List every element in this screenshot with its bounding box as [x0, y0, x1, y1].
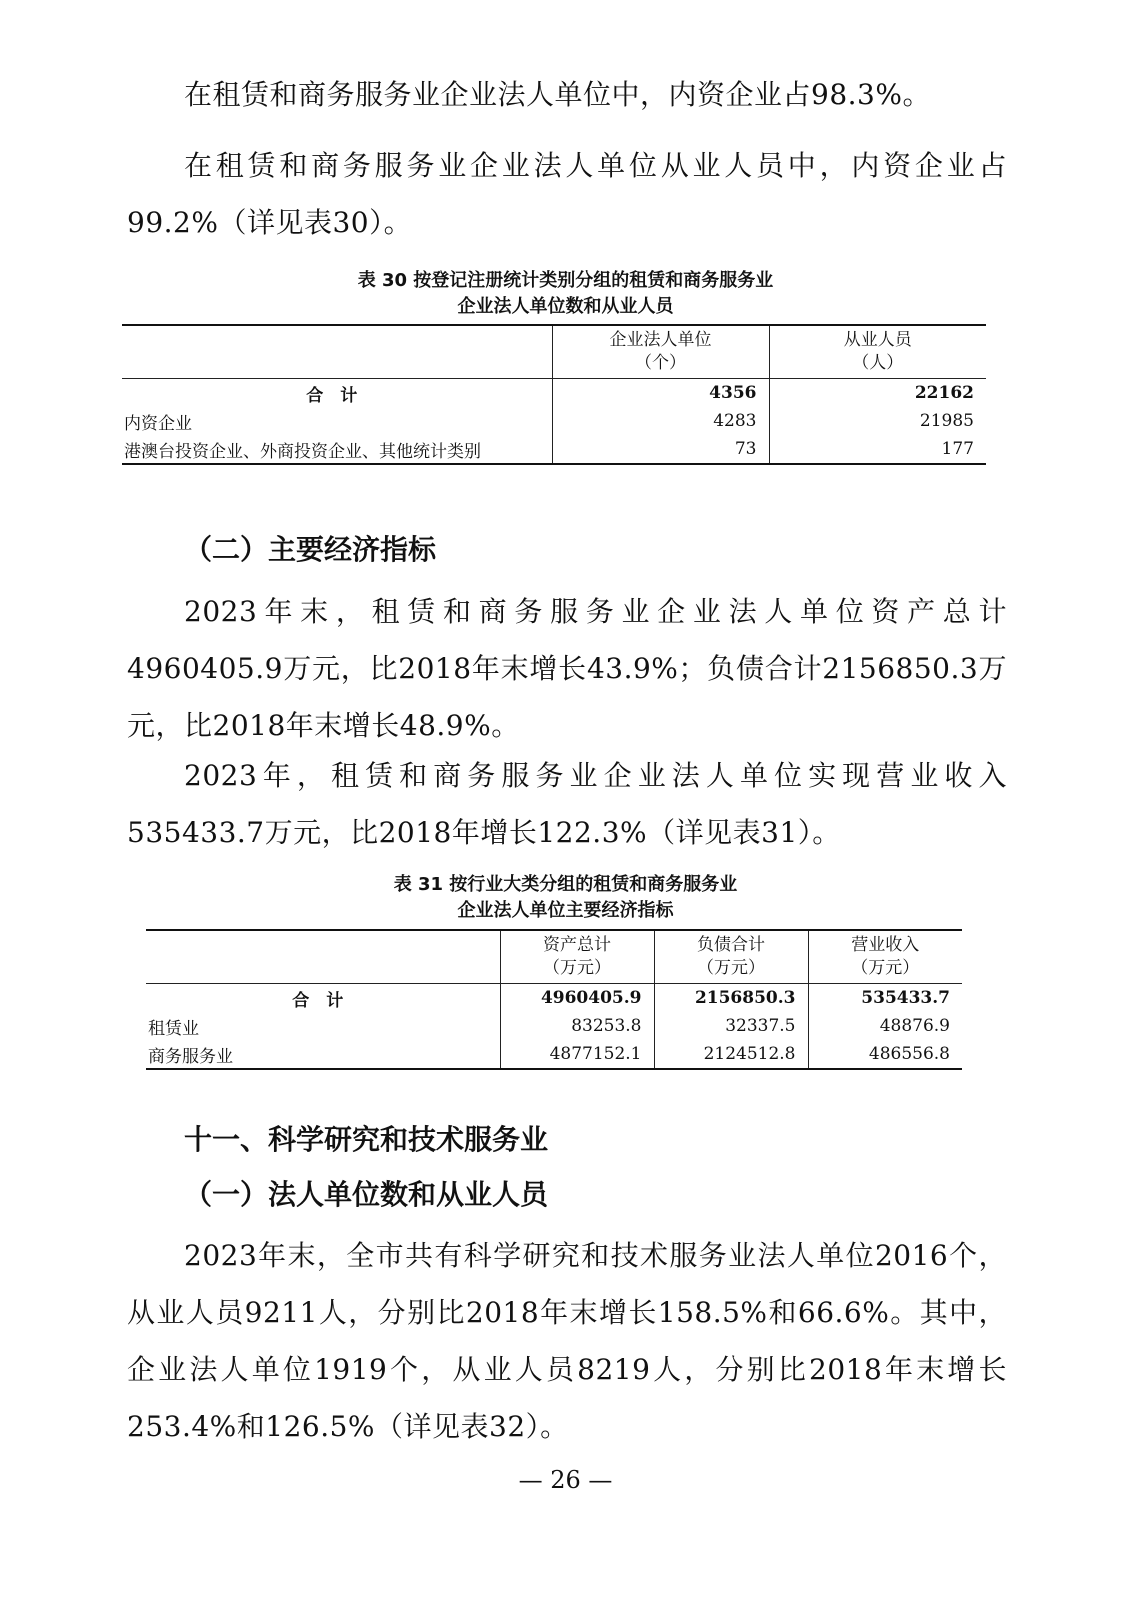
table30 — [122, 324, 986, 465]
row-label: 合 计 — [306, 385, 358, 406]
table-row — [146, 1040, 962, 1069]
cell-value: 486556.8 — [808, 1040, 962, 1069]
paragraph-domestic-units: 在租赁和商务服务业企业法人单位中，内资企业占98.3%。 — [184, 78, 931, 111]
table31-header-blank — [146, 930, 500, 984]
cell-value: 4283 — [552, 407, 769, 435]
table31-header-row — [146, 930, 962, 984]
cell-value: 4877152.1 — [500, 1040, 654, 1069]
table30-header-col: 企业法人单位 （个） — [552, 325, 769, 379]
table-row — [122, 407, 986, 435]
cell-value: 535433.7 — [808, 984, 962, 1013]
table31-caption-line1: 表 31 按行业大类分组的租赁和商务服务业 — [393, 874, 738, 895]
table30-header-blank — [122, 325, 552, 379]
cell-value: 2156850.3 — [654, 984, 808, 1013]
table-row — [122, 379, 986, 408]
row-label: 租赁业 — [148, 1018, 199, 1039]
row-label: 港澳台投资企业、外商投资企业、其他统计类别 — [124, 441, 481, 462]
table-row — [146, 984, 962, 1013]
section-heading-units-employees: （一）法人单位数和从业人员 — [184, 1178, 549, 1211]
paragraph-domestic-employees: 在租赁和商务服务业企业法人单位从业人员中，内资企业占99.2%（详见表30）。 — [127, 149, 1007, 239]
cell-value: 32337.5 — [654, 1012, 808, 1040]
table30-caption — [0, 268, 1131, 320]
table31-caption — [0, 872, 1131, 924]
table31-caption-line2: 企业法人单位主要经济指标 — [457, 900, 674, 921]
row-label: 内资企业 — [124, 413, 192, 434]
table-row — [122, 435, 986, 464]
paragraph-research-units: 2023年末，全市共有科学研究和技术服务业法人单位2016个，从业人员9211人，分别比2018年末增长158.5%和66.6%。其中，企业法人单位1919个，从业人员8219人，分别比2018年末增长253.4%和126.5%（详见表32）。 — [127, 1239, 1007, 1443]
table31-header-col: 资产总计 （万元） — [500, 930, 654, 984]
table30-caption-line2: 企业法人单位数和从业人员 — [457, 296, 674, 317]
table31-header-col: 营业收入 （万元） — [808, 930, 962, 984]
cell-value: 48876.9 — [808, 1012, 962, 1040]
table-row — [146, 1012, 962, 1040]
table31 — [146, 929, 962, 1070]
paragraph-assets-liabilities: 2023年末，租赁和商务服务业企业法人单位资产总计4960405.9万元，比2018年末增长43.9%；负债合计2156850.3万元，比2018年末增长48.9%。 — [127, 595, 1007, 742]
table31-header-col: 负债合计 （万元） — [654, 930, 808, 984]
cell-value: 2124512.8 — [654, 1040, 808, 1069]
cell-value: 177 — [769, 435, 986, 464]
chapter-heading-scientific-research: 十一、科学研究和技术服务业 — [184, 1123, 549, 1156]
page-number: — 26 — — [518, 1466, 613, 1494]
cell-value: 4356 — [552, 379, 769, 408]
section-heading-economic-indicators: （二）主要经济指标 — [184, 533, 437, 566]
table30-header-row — [122, 325, 986, 379]
row-label: 合 计 — [292, 990, 344, 1011]
cell-value: 22162 — [769, 379, 986, 408]
table30-caption-line1: 表 30 按登记注册统计类别分组的租赁和商务服务业 — [357, 270, 774, 291]
cell-value: 21985 — [769, 407, 986, 435]
cell-value: 4960405.9 — [500, 984, 654, 1013]
paragraph-revenue: 2023年，租赁和商务服务业企业法人单位实现营业收入535433.7万元，比2018年增长122.3%（详见表31）。 — [127, 759, 1007, 849]
table30-header-col: 从业人员 （人） — [769, 325, 986, 379]
cell-value: 73 — [552, 435, 769, 464]
row-label: 商务服务业 — [148, 1046, 233, 1067]
cell-value: 83253.8 — [500, 1012, 654, 1040]
